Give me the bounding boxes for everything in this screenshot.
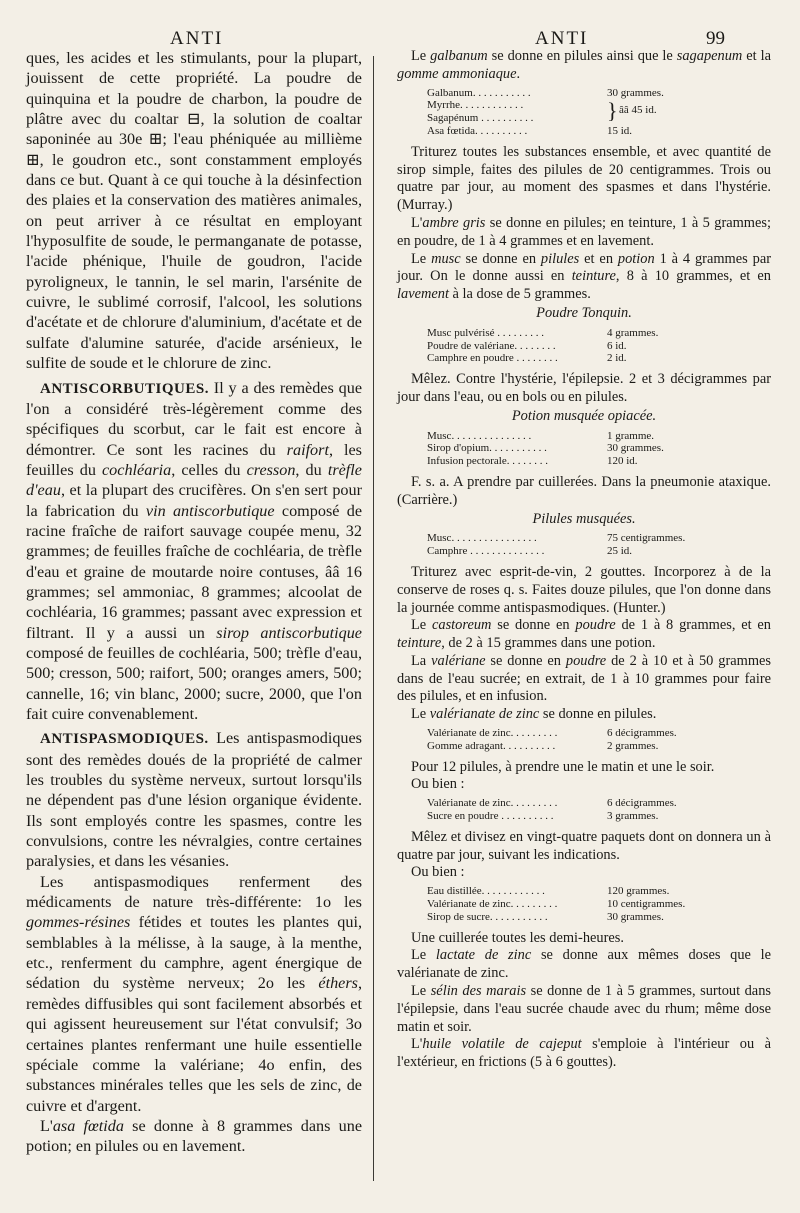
paragraph-cajeput: L'huile volatile de cajeput s'emploie à l'intérieur ou à l'extérieur, en frictions (5 à 6 gouttes). bbox=[397, 1036, 771, 1071]
paragraph-lactate: Le lactate de zinc se donne aux mêmes doses que le valérianate de zinc. bbox=[397, 947, 771, 982]
recipe-brace-group: Myrrhe. . . . . . . . . . . . Sagapénum . . . . . . . . . . } ââ 45 id. bbox=[427, 98, 657, 125]
running-head-left: ANTI bbox=[170, 28, 224, 49]
left-column bbox=[26, 48, 362, 1157]
recipe-row: Camphre en poudre . . . . . . . . 2 id. bbox=[427, 352, 627, 365]
paragraph-asa-foetida: L'asa fœtida se donne à 8 grammes dans une potion; en pilules ou en lavement. bbox=[26, 1116, 362, 1156]
paragraph-disinfection: ques, les acides et les stimulants, pour la plupart, jouissent de cette propriété. La poudre de quinquina et la poudre de charbon, la poudre de plâtre avec du coaltar ⊟, la solution de coaltar saponinée au 30e ⊞; l'eau phéniquée au millième ⊞, le goudron etc., sont constamment employés dans ce but. Quant à ce qui touche à la désinfection des plaies et la conservation des matières animales, on peut arriver à ce résultat en employant l'hyposulfite de soude, le permanganate de potasse, l'acide phénique, l'huile de goudron, l'acide pyroligneux, le tannin, le sel marin, l'arsénite de cuivre, le sublimé corrosif, l'alcool, les solutions d'acétate et de chlorure d'aluminium, d'acétate et de sulfate d'alumine saturée, d'acide arsénieux, le sulfite de soude et le chlorure de zinc. bbox=[26, 49, 362, 373]
right-column bbox=[397, 48, 771, 1072]
paragraph-castoreum: Le castoreum se donne en poudre de 1 à 8 grammes, et en teinture, de 2 à 15 grammes dans une potion. bbox=[397, 617, 772, 652]
recipe-row: Gomme adragant. . . . . . . . . . 2 grammes. bbox=[427, 739, 659, 752]
brace-symbol: } bbox=[607, 98, 618, 124]
recipe-row: Galbanum. . . . . . . . . . . 30 grammes. bbox=[427, 86, 664, 99]
paragraph-pour-12: Pour 12 pilules, à prendre une le matin et une le soir. bbox=[411, 758, 715, 775]
recipe-title: Poudre Tonquin. bbox=[536, 304, 632, 321]
paragraph-musc: Le musc se donne en pilules et en potion 1 à 4 grammes par jour. On le donne aussi en teinture, 8 à 10 grammes, et en lavement à la dose de 5 grammes. bbox=[397, 250, 771, 303]
paragraph-ou-bien: Ou bien : bbox=[411, 776, 465, 793]
recipe-row: Eau distillée. . . . . . . . . . . . 120 grammes. bbox=[427, 885, 670, 898]
recipe-row: Sirop de sucre. . . . . . . . . . . 30 grammes. bbox=[427, 910, 664, 923]
entry-antiscorbutiques: ANTISCORBUTIQUES. Il y a des remèdes que l'on a considéré très-légèrement comme des spécifiques du scorbut, car le fait est encore à démontrer. Ce sont les racines du raifort, les feuilles du cochléaria, celles du cresson, du trèfle d'eau, et la plupart des crucifères. On s'en sert pour la fabrication du vin antiscorbutique composé de racine fraîche de raifort sauvage coupée menu, 32 grammes; de feuilles fraîche de cochléaria, de trèfle d'eau et graine de moutarde noire contuses, ââ 16 grammes; sel ammoniac, 8 grammes; alcoolat de cochléaria, 16 grammes; passant avec expression et filtrant. Il y a aussi un sirop antiscorbutique composé de feuilles de cochléaria, 500; trèfle d'eau, 500; cresson, 500; raifort, 500; oranges amers, 500; cannelle, 16; vin blanc, 2000; sucre, 2000, que l'on fait cuire convenablement. bbox=[26, 378, 363, 723]
paragraph-selin: Le sélin des marais se donne de 1 à 5 grammes, surtout dans l'épilepsie, dans l'eau sucrée chaude avec du rhum; même dose matin et soir. bbox=[397, 983, 771, 1035]
recipe-row: Valérianate de zinc. . . . . . . . . 6 décigrammes. bbox=[427, 727, 677, 740]
recipe-row: Camphre . . . . . . . . . . . . . . 25 id. bbox=[427, 545, 633, 558]
column-divider bbox=[373, 56, 374, 1181]
recipe-pilules-musquees bbox=[427, 532, 727, 558]
paragraph-ambre: L'ambre gris se donne en pilules; en teinture, 1 à 5 grammes; en poudre, de 1 à 4 grammes et en lavement. bbox=[397, 214, 771, 249]
recipe-potion-musquee bbox=[427, 430, 727, 468]
paragraph-paquets: Mêlez et divisez en vingt-quatre paquets dont on donnera un à quatre par jour, suivant les indications. bbox=[397, 828, 771, 863]
paragraph-cuilleree: Une cuillerée toutes les demi-heures. bbox=[411, 929, 624, 946]
recipe-valerianate-2 bbox=[427, 797, 727, 823]
recipe-row: Valérianate de zinc. . . . . . . . . 6 décigrammes. bbox=[427, 797, 677, 810]
recipe-title: Pilules musquées. bbox=[532, 510, 636, 527]
recipe-row: Musc. . . . . . . . . . . . . . . 1 gramme. bbox=[427, 429, 655, 442]
recipe-row: Valérianate de zinc. . . . . . . . . 10 centigrammes. bbox=[427, 898, 686, 911]
paragraph-fsa: F. s. a. A prendre par cuillerées. Dans la pneumonie ataxique. (Carrière.) bbox=[397, 473, 771, 508]
paragraph-categories: Les antispasmodiques renferment des médicaments de nature très-différente: 1o les gommes-résines fétides et toutes les plantes qui, semblables à la mélisse, à la sauge, à la menthe, etc., renferment du camphre, agent énergique de sédation du système nerveux; 2o les éthers, remèdes diffusibles qui sont facilement absorbés et qui agissent heureusement sur l'état convulsif; 3o certaines plantes renfermant une huile essentielle spéciale comme la valériane; 4o enfin, des substances minérales telles que les sels de zinc, de cuivre et d'argent. bbox=[26, 872, 362, 1115]
paragraph-valeriane: La valériane se donne en poudre de 2 à 10 et à 50 grammes dans de l'eau sucrée; en extrait, de 1 à 10 grammes pour faire des pilules, et en infusion. bbox=[397, 652, 772, 705]
recipe-row: Sirop d'opium. . . . . . . . . . . 30 grammes. bbox=[427, 442, 664, 455]
paragraph-melez: Mêlez. Contre l'hystérie, l'épilepsie. 2 et 3 décigrammes par jour dans l'eau, ou en bols ou en pilules. bbox=[397, 371, 771, 405]
paragraph-valerianate: Le valérianate de zinc se donne en pilules. bbox=[411, 706, 657, 723]
recipe-valerianate-1 bbox=[427, 727, 727, 753]
running-head-right: ANTI bbox=[535, 28, 589, 49]
recipe-row: Poudre de valériane. . . . . . . . 6 id. bbox=[427, 339, 627, 352]
paragraph-galbanum: Le galbanum se donne en pilules ainsi que le sagapenum et la gomme ammoniaque. bbox=[397, 48, 771, 82]
entry-heading: ANTISCORBUTIQUES. bbox=[40, 380, 209, 397]
entry-heading: ANTISPASMODIQUES. bbox=[40, 731, 209, 748]
recipe-row: Musc. . . . . . . . . . . . . . . . 75 centigrammes. bbox=[427, 532, 686, 545]
page-number: 99 bbox=[706, 28, 725, 49]
recipe-poudre-tonquin bbox=[427, 327, 727, 365]
recipe-row: Asa fœtida. . . . . . . . . . 15 id. bbox=[427, 124, 633, 137]
recipe-title: Potion musquée opiacée. bbox=[511, 407, 657, 424]
recipe-pills-gums bbox=[427, 87, 727, 138]
recipe-row: Infusion pectorale. . . . . . . . 120 id. bbox=[427, 455, 638, 468]
recipe-row: Musc pulvérisé . . . . . . . . . 4 grammes. bbox=[427, 326, 659, 339]
paragraph-triturez: Triturez toutes les substances ensemble, et avec quantité de sirop simple, faites des pilules de 20 centigrammes. Trois ou quatre par jour, au moment des spasmes et dans l'hystérie. (Murray.) bbox=[397, 143, 771, 214]
recipe-valerianate-3 bbox=[427, 885, 727, 923]
recipe-row: Sucre en poudre . . . . . . . . . . 3 grammes. bbox=[427, 810, 659, 823]
entry-antispasmodiques: ANTISPASMODIQUES. Les antispasmodiques sont des remèdes doués de la propriété de calmer les troubles du système nerveux, surtout lorsqu'ils ne dépendent pas d'une lésion organique évidente. Ils sont employés contre les spasmes, contre les convulsions, contre les névralgies, contre certaines paralysies, et dans les vésanies. bbox=[26, 729, 362, 871]
paragraph-ou-bien: Ou bien : bbox=[411, 864, 465, 881]
paragraph-hunter: Triturez avec esprit-de-vin, 2 gouttes. Incorporez à de la conserve de roses q. s. Faites douze pilules, que l'on donne dans la journée comme antispasmodiques. (Hunter.) bbox=[397, 563, 771, 616]
